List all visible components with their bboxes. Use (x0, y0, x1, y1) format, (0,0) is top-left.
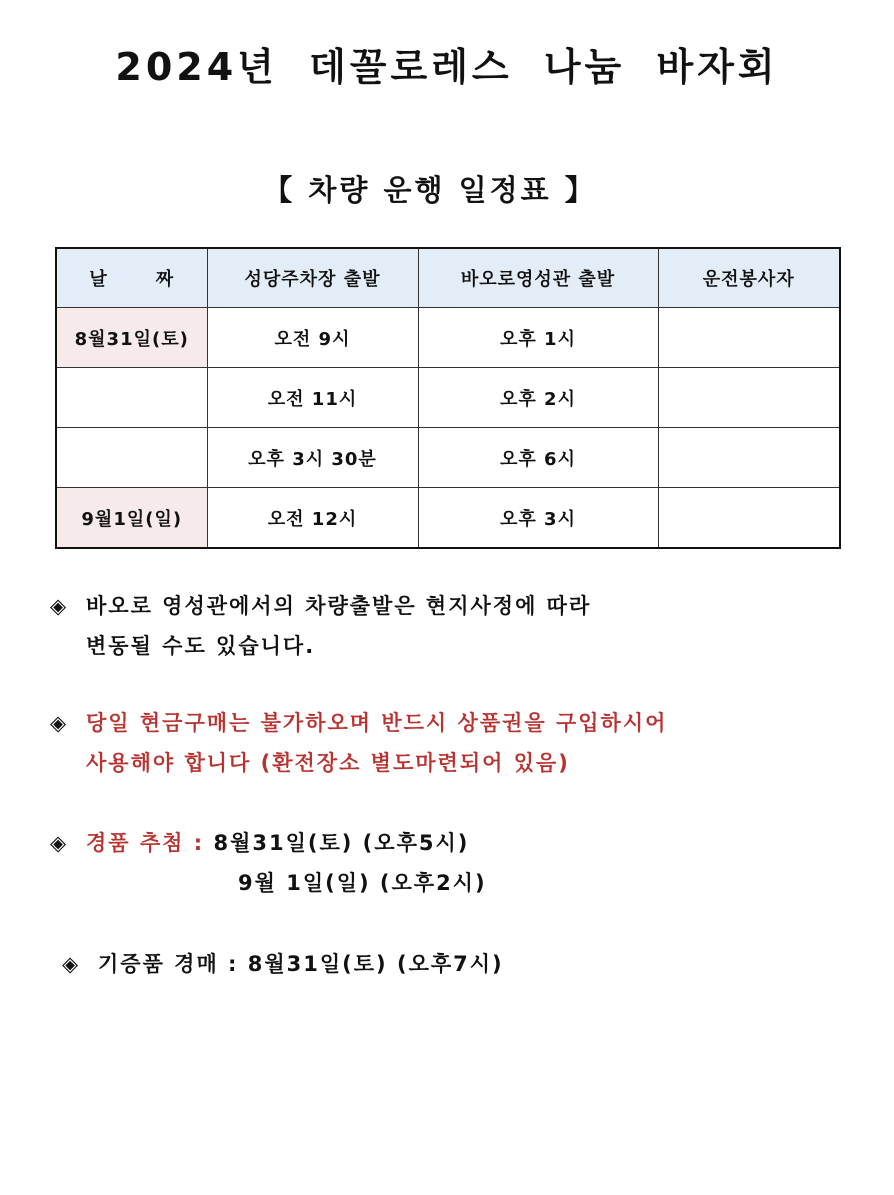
volunteer-cell (658, 488, 840, 549)
note-line: 당일 현금구매는 불가하오며 반드시 상품권을 구입하시어 (86, 711, 668, 735)
volunteer-cell (658, 368, 840, 428)
note-line: 변동될 수도 있습니다. (86, 634, 316, 658)
note-line: 사용해야 합니다 (환전장소 별도마련되어 있음) (86, 751, 570, 775)
note-cash-policy (50, 703, 667, 783)
schedule-subtitle: 【 차량 운행 일정표 】 (263, 173, 597, 207)
auction-label: 기증품 경매 : (98, 952, 239, 976)
vehicle-schedule-table (55, 247, 841, 549)
table-row (56, 428, 840, 488)
auction-date: 8월31일(토) (오후7시) (247, 952, 504, 976)
table-row (56, 308, 840, 368)
hall-departure-cell: 오후 3시 (418, 488, 658, 549)
date-cell: 9월1일(일) (56, 488, 207, 549)
header-date-right: 짜 (155, 269, 175, 290)
volunteer-cell (658, 308, 840, 368)
note-prize-draw (50, 823, 487, 903)
diamond-bullet-icon: ◈ (50, 831, 69, 855)
table-row (56, 368, 840, 428)
table-header-row (56, 248, 840, 308)
header-date (56, 248, 207, 308)
table-row (56, 488, 840, 549)
prize-draw-label: 경품 추첨 : (86, 831, 205, 855)
hall-departure-cell: 오후 6시 (418, 428, 658, 488)
hall-departure-cell: 오후 2시 (418, 368, 658, 428)
parking-departure-cell: 오전 12시 (207, 488, 418, 549)
note-donation-auction (62, 944, 504, 984)
date-cell (56, 368, 207, 428)
prize-draw-date-1: 8월31일(토) (오후5시) (213, 831, 470, 855)
note-line: 바오로 영성관에서의 차량출발은 현지사정에 따라 (86, 594, 592, 618)
header-date-left: 날 (89, 269, 108, 290)
hall-departure-cell: 오후 1시 (418, 308, 658, 368)
parking-departure-cell: 오후 3시 30분 (207, 428, 418, 488)
diamond-bullet-icon: ◈ (62, 952, 81, 976)
note-departure-change (50, 586, 591, 666)
date-cell: 8월31일(토) (56, 308, 207, 368)
diamond-bullet-icon: ◈ (50, 594, 69, 618)
header-depart-hall: 바오로영성관 출발 (418, 248, 658, 308)
parking-departure-cell: 오전 9시 (207, 308, 418, 368)
document-title: 2024년 데꼴로레스 나눔 바자회 (115, 45, 779, 89)
parking-departure-cell: 오전 11시 (207, 368, 418, 428)
header-depart-parking: 성당주차장 출발 (207, 248, 418, 308)
volunteer-cell (658, 428, 840, 488)
prize-draw-date-2: 9월 1일(일) (오후2시) (238, 871, 487, 895)
header-volunteer: 운전봉사자 (658, 248, 840, 308)
diamond-bullet-icon: ◈ (50, 711, 69, 735)
date-cell (56, 428, 207, 488)
